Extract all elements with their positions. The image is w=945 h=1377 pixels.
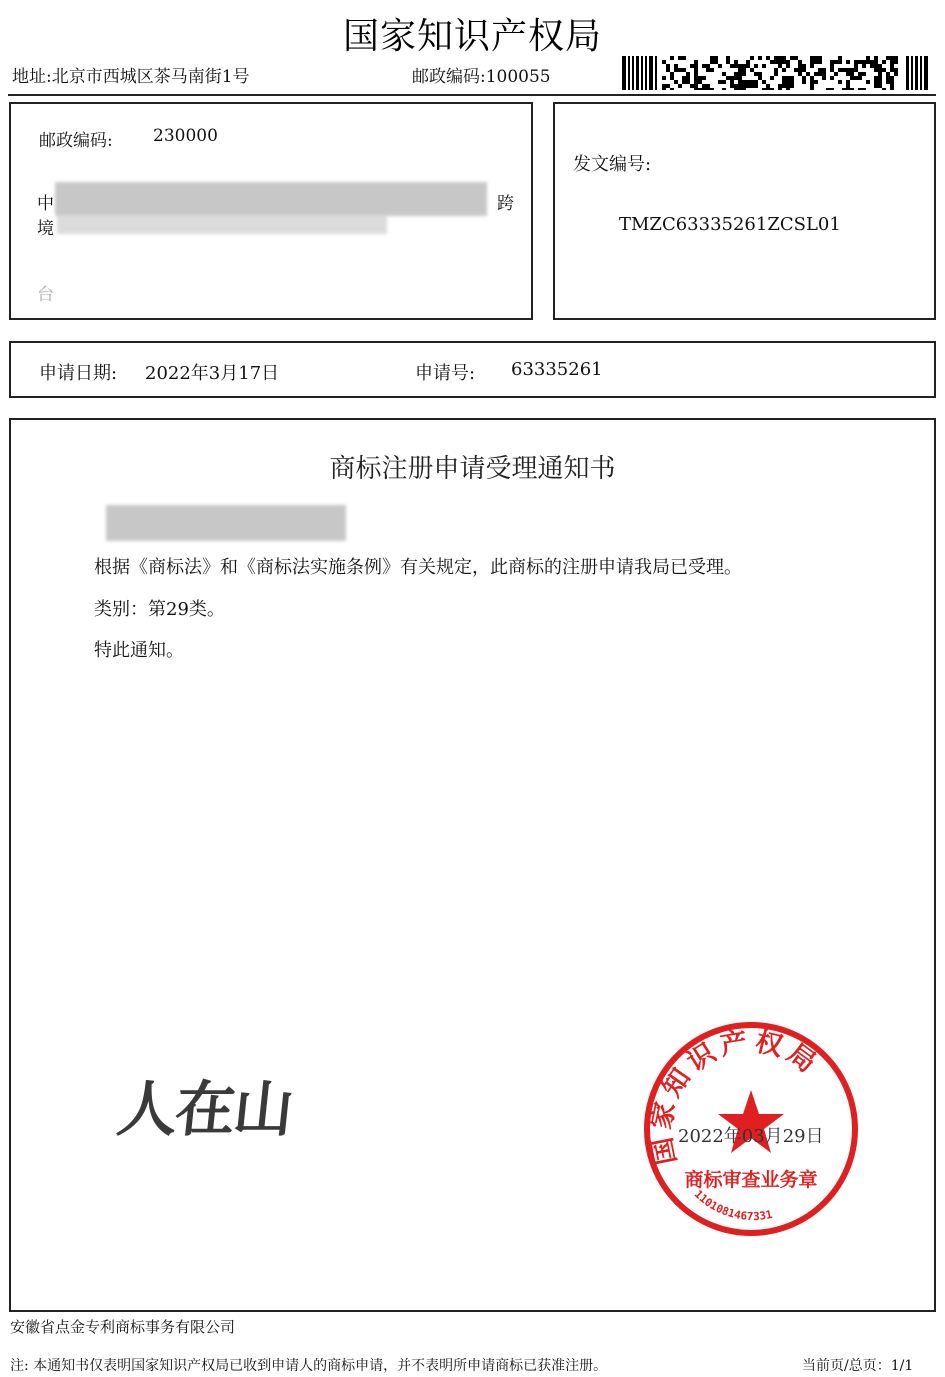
notice-body: 根据《商标法》和《商标法实施条例》有关规定，此商标的注册申请我局已受理。 bbox=[94, 557, 742, 578]
application-date-value: 2022年3月17日 bbox=[145, 363, 280, 384]
svg-text:1101081467331 bbox=[692, 1188, 774, 1224]
agent-name: 安徽省点金专利商标事务有限公司 bbox=[10, 1318, 236, 1336]
seal-arc-text: 国家知识产权局 bbox=[645, 1025, 826, 1168]
agency-postcode: 邮政编码:100055 bbox=[412, 67, 551, 87]
application-number-value: 63335261 bbox=[511, 359, 603, 380]
notice-closing: 特此通知。 bbox=[94, 640, 184, 661]
redacted-recipient-line2 bbox=[57, 216, 387, 234]
recipient-box bbox=[9, 102, 533, 320]
recipient-postcode-label: 邮政编码: bbox=[39, 131, 113, 151]
notice-title: 商标注册申请受理通知书 bbox=[329, 454, 616, 484]
recipient-line1-start: 中 bbox=[37, 194, 54, 214]
recipient-line3-start: 台 bbox=[37, 285, 54, 305]
application-date-label: 申请日期: bbox=[39, 363, 118, 384]
redacted-recipient-name bbox=[55, 182, 487, 216]
agency-title: 国家知识产权局 bbox=[342, 16, 602, 57]
document-number-box bbox=[553, 102, 936, 320]
header-divider bbox=[8, 94, 936, 96]
document-number-value: TMZC63335261ZCSL01 bbox=[619, 214, 841, 235]
page-indicator: 当前页/总页：1/1 bbox=[802, 1358, 914, 1374]
agency-address: 地址:北京市西城区茶马南街1号 bbox=[12, 67, 250, 87]
notice-date: 2022年03月29日 bbox=[678, 1126, 824, 1147]
recipient-line2-start: 境 bbox=[37, 219, 54, 239]
seal-serial: 1101081467331 bbox=[691, 1187, 774, 1224]
document-number-label: 发文编号: bbox=[573, 154, 652, 175]
notice-category: 类别：第29类。 bbox=[94, 599, 225, 620]
recipient-line1-end: 跨 bbox=[497, 194, 514, 214]
barcode-image bbox=[622, 56, 930, 90]
application-number-label: 申请号: bbox=[415, 363, 476, 384]
recipient-postcode-value: 230000 bbox=[153, 126, 218, 146]
trademark-image: 人在山 bbox=[113, 1075, 296, 1145]
seal-center-text: 商标审查业务章 bbox=[684, 1169, 818, 1191]
footer-note: 注: 本通知书仅表明国家知识产权局已收到申请人的商标申请，并不表明所申请商标已获准注册。 bbox=[10, 1358, 608, 1374]
application-info-box bbox=[9, 341, 936, 398]
redacted-applicant-name bbox=[106, 505, 346, 541]
